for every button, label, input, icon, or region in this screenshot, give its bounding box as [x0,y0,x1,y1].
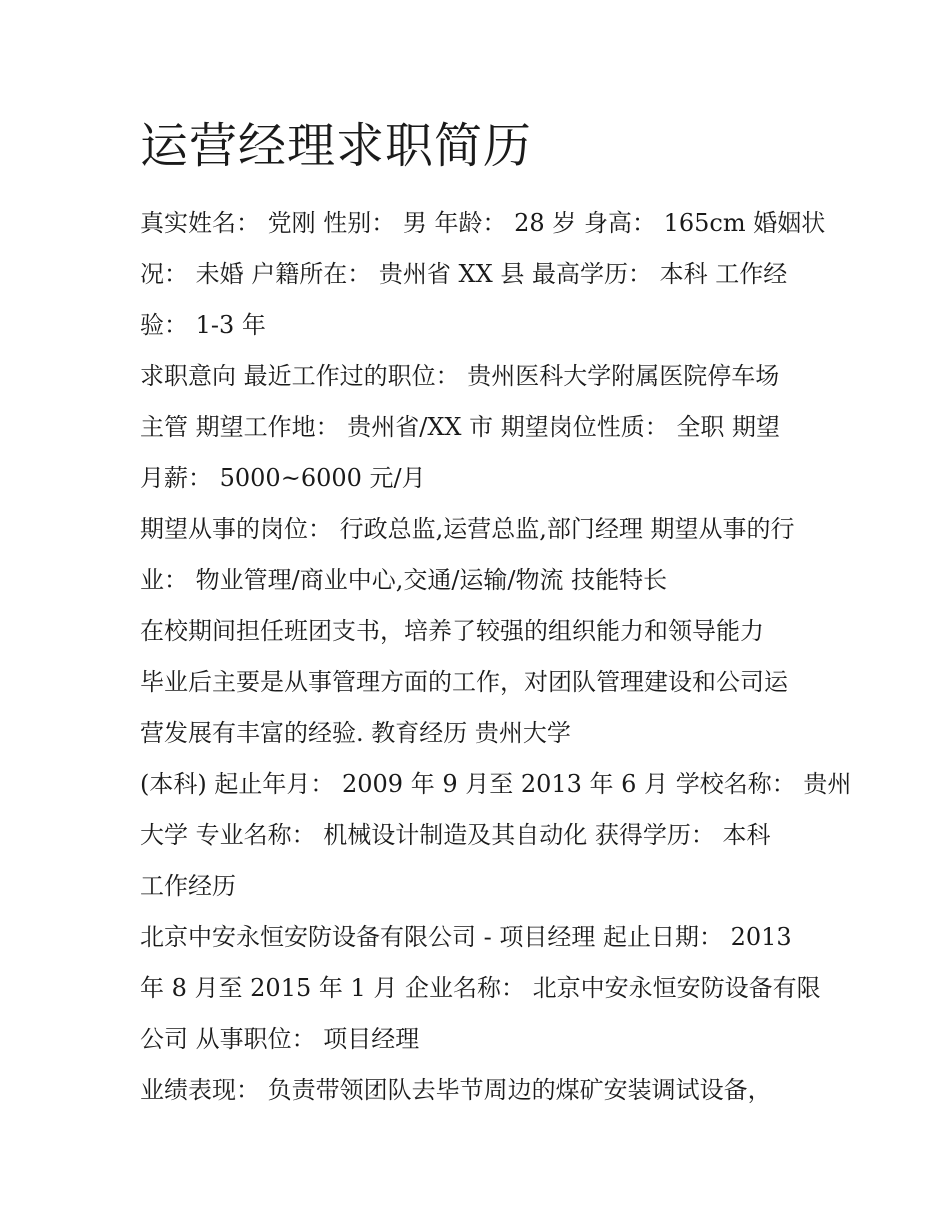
text-line: 求职意向 最近工作过的职位： 贵州医科大学附属医院停车场 [140,362,780,390]
text-line: 期望从事的岗位： 行政总监,运营总监,部门经理 期望从事的行 [140,515,795,543]
text-line: (本科) 起止年月： 2009 年 9 月至 2013 年 6 月 学校名称： 贵州 [140,770,852,798]
text-line: 工作经历 [140,872,236,900]
text-line: 验： 1-3 年 [140,311,266,339]
text-line: 营发展有丰富的经验. 教育经历 贵州大学 [140,719,571,747]
text-line: 在校期间担任班团支书，培养了较强的组织能力和领导能力 [140,617,764,645]
text-line: 业： 物业管理/商业中心,交通/运输/物流 技能特长 [140,566,668,594]
text-line: 大学 专业名称： 机械设计制造及其自动化 获得学历： 本科 [140,821,771,849]
text-line: 况： 未婚 户籍所在： 贵州省 XX 县 最高学历： 本科 工作经 [140,260,788,288]
text-line: 年 8 月至 2015 年 1 月 企业名称： 北京中安永恒安防设备有限 [140,974,821,1002]
text-line: 真实姓名： 党刚 性别： 男 年龄： 28 岁 身高： 165cm 婚姻状 [140,209,826,237]
text-line: 北京中安永恒安防设备有限公司 - 项目经理 起止日期： 2013 [140,923,792,951]
text-line: 公司 从事职位： 项目经理 [140,1025,420,1053]
document-title: 运营经理求职简历 [140,118,533,174]
text-line: 主管 期望工作地： 贵州省/XX 市 期望岗位性质： 全职 期望 [140,413,781,441]
document-body [140,198,852,1116]
text-line: 月薪： 5000~6000 元/月 [140,464,426,492]
text-line: 业绩表现： 负责带领团队去毕节周边的煤矿安装调试设备， [140,1076,772,1104]
text-line: 毕业后主要是从事管理方面的工作，对团队管理建设和公司运 [140,668,788,696]
